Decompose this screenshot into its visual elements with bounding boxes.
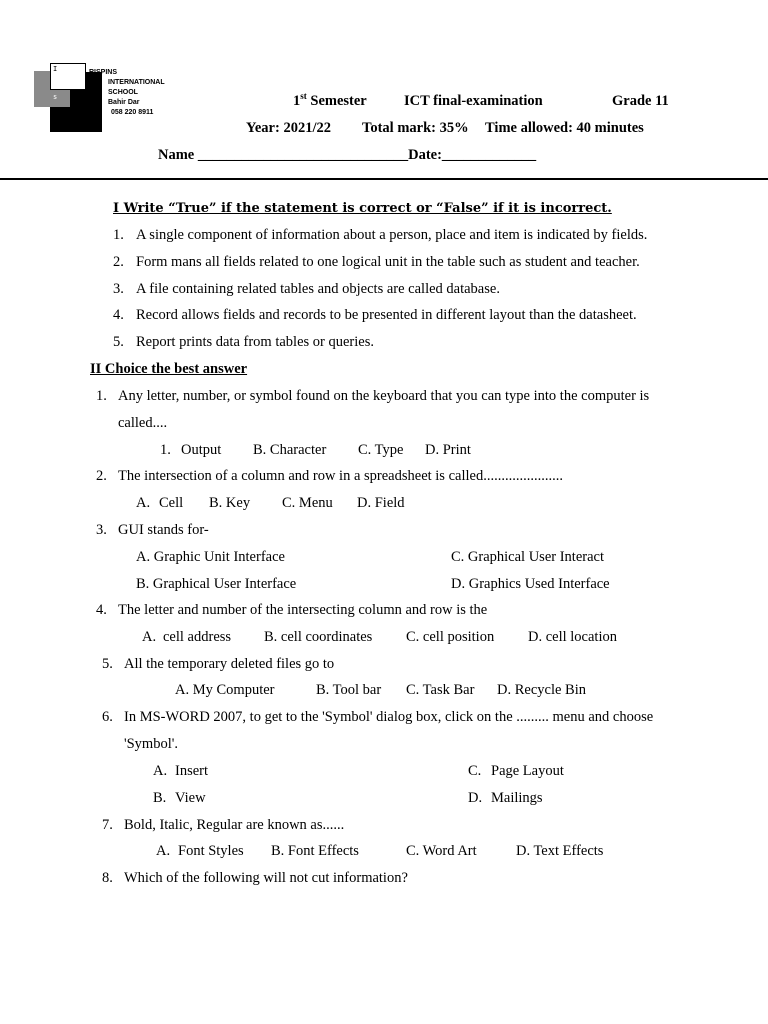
header-divider	[0, 178, 768, 180]
question-text-cont: 'Symbol'.	[124, 736, 178, 752]
question-text: The intersection of a column and row in a spreadsheet is called......................	[118, 468, 563, 484]
school-name-line3: SCHOOL	[108, 89, 138, 96]
question-number: 1.	[96, 388, 107, 404]
logo-letter: s	[53, 93, 58, 101]
option: D. Text Effects	[516, 843, 604, 859]
question-text: Any letter, number, or symbol found on the keyboard that you can type into the computer is	[118, 388, 650, 404]
question-number: 2.	[96, 468, 107, 484]
option: A.	[156, 843, 171, 859]
time-allowed-label: Time allowed: 40 minutes	[485, 120, 644, 136]
question-text-cont: called....	[118, 415, 168, 431]
option: B. Character	[253, 442, 327, 458]
list-item: 4.	[113, 307, 124, 323]
section1-title: I Write “True” if the statement is correct or “False” if it is incorrect.	[113, 201, 612, 216]
question-number: 4.	[96, 602, 107, 618]
list-item-text: Form mans all fields related to one logical unit in the table such as student and teacher.	[136, 254, 640, 270]
question-number: 6.	[102, 709, 113, 725]
question-text: Bold, Italic, Regular are known as......	[124, 817, 345, 833]
school-name-line1: RISPINS	[89, 69, 118, 76]
option: A.	[153, 763, 168, 779]
question-text: All the temporary deleted files go to	[124, 656, 335, 672]
list-item: 1.	[113, 227, 124, 243]
option: A.	[136, 495, 151, 511]
option: Output	[181, 442, 222, 458]
name-date-line: Name _____________________________Date:_____________	[158, 147, 537, 163]
school-name-line2: INTERNATIONAL	[108, 79, 165, 86]
option: 1.	[160, 442, 171, 458]
option: B. Font Effects	[271, 843, 359, 859]
logo-letter: I	[53, 65, 58, 73]
list-item: 3.	[113, 281, 124, 297]
section2-title: II Choice the best answer	[90, 361, 248, 377]
question-text: In MS-WORD 2007, to get to the 'Symbol' dialog box, click on the ......... menu and choose	[124, 709, 654, 725]
option: B. Key	[209, 495, 251, 511]
option: C. Word Art	[406, 843, 477, 859]
question-number: 3.	[96, 522, 107, 538]
option: cell address	[163, 629, 232, 645]
grade-label: Grade 11	[612, 93, 669, 109]
option: D. Graphics Used Interface	[451, 576, 610, 592]
option: D. Recycle Bin	[497, 682, 586, 698]
option: A.	[142, 629, 157, 645]
option: B. Tool bar	[316, 682, 382, 698]
option: C. Task Bar	[406, 682, 475, 698]
option: Mailings	[491, 790, 543, 806]
option: A. My Computer	[175, 682, 275, 698]
semester-label: 1st Semester	[293, 91, 367, 109]
question-text: Which of the following will not cut information?	[124, 870, 408, 886]
option: Insert	[175, 763, 209, 779]
school-city: Bahir Dar	[108, 99, 140, 106]
list-item-text: Record allows fields and records to be presented in different layout than the datasheet.	[136, 307, 637, 323]
school-phone: 058 220 8911	[111, 109, 154, 116]
option: D.	[468, 790, 483, 806]
question-number: 8.	[102, 870, 113, 886]
total-mark-label: Total mark: 35%	[362, 120, 469, 136]
list-item: 5.	[113, 334, 124, 350]
list-item-text: A single component of information about a person, place and item is indicated by fields.	[136, 227, 648, 243]
option: B.	[153, 790, 167, 806]
exam-title: ICT final-examination	[404, 93, 543, 109]
logo-letter: i	[53, 81, 58, 89]
option: C.	[468, 763, 482, 779]
year-label: Year: 2021/22	[246, 120, 331, 136]
list-item: 2.	[113, 254, 124, 270]
option: Font Styles	[178, 843, 244, 859]
option: D. Field	[357, 495, 405, 511]
option: C. Menu	[282, 495, 333, 511]
option: Page Layout	[491, 763, 564, 779]
option: B. Graphical User Interface	[136, 576, 297, 592]
option: C. Type	[358, 442, 404, 458]
option: B. cell coordinates	[264, 629, 373, 645]
question-text: The letter and number of the intersecting column and row is the	[118, 602, 488, 618]
option: D. Print	[425, 442, 471, 458]
question-number: 5.	[102, 656, 113, 672]
question-text: GUI stands for-	[118, 522, 209, 538]
option: View	[175, 790, 206, 806]
option: C. Graphical User Interact	[451, 549, 604, 565]
option: Cell	[159, 495, 184, 511]
option: D. cell location	[528, 629, 617, 645]
list-item-text: A file containing related tables and objects are called database.	[136, 281, 500, 297]
option: A. Graphic Unit Interface	[136, 549, 285, 565]
option: C. cell position	[406, 629, 495, 645]
question-number: 7.	[102, 817, 113, 833]
list-item-text: Report prints data from tables or queries.	[136, 334, 374, 350]
